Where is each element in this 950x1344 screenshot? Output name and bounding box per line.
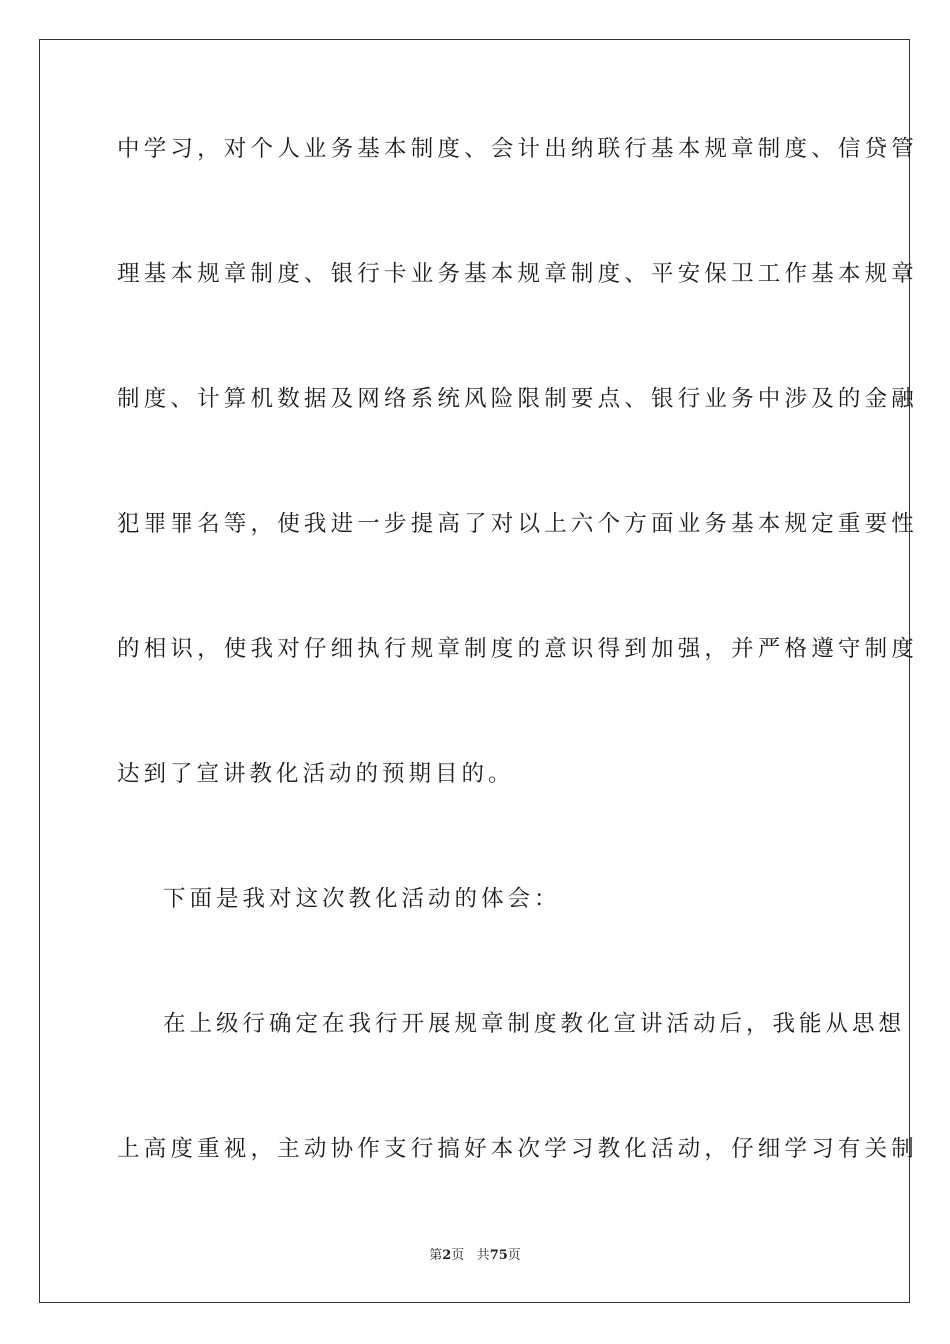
text-line: 的相识，使我对仔细执行规章制度的意识得到加强，并严格遵守制度 — [117, 636, 919, 662]
footer-page-number: 2 — [442, 1248, 452, 1263]
footer-prefix: 第 — [429, 1248, 443, 1263]
footer-total-pages: 75 — [489, 1248, 508, 1263]
text-line: 制度、计算机数据及网络系统风险限制要点、银行业务中涉及的金融 — [117, 386, 919, 412]
text-line: 下面是我对这次教化活动的体会： — [163, 886, 561, 912]
footer-total-suffix: 页 — [507, 1248, 521, 1263]
text-line: 犯罪罪名等，使我进一步提高了对以上六个方面业务基本规定重要性 — [117, 511, 919, 537]
footer-page-suffix: 页 — [451, 1248, 465, 1263]
text-line: 达到了宣讲教化活动的预期目的。 — [117, 761, 515, 787]
page-border — [39, 39, 919, 1303]
text-line: 中学习，对个人业务基本制度、会计出纳联行基本规章制度、信贷管 — [117, 136, 919, 162]
page-footer — [0, 1247, 950, 1265]
text-line: 上高度重视，主动协作支行搞好本次学习教化活动，仔细学习有关制 — [117, 1136, 919, 1162]
text-line: 理基本规章制度、银行卡业务基本规章制度、平安保卫工作基本规章 — [117, 261, 919, 287]
footer-total-prefix: 共 — [476, 1248, 490, 1263]
text-line: 在上级行确定在我行开展规章制度教化宣讲活动后，我能从思想 — [163, 1011, 906, 1037]
